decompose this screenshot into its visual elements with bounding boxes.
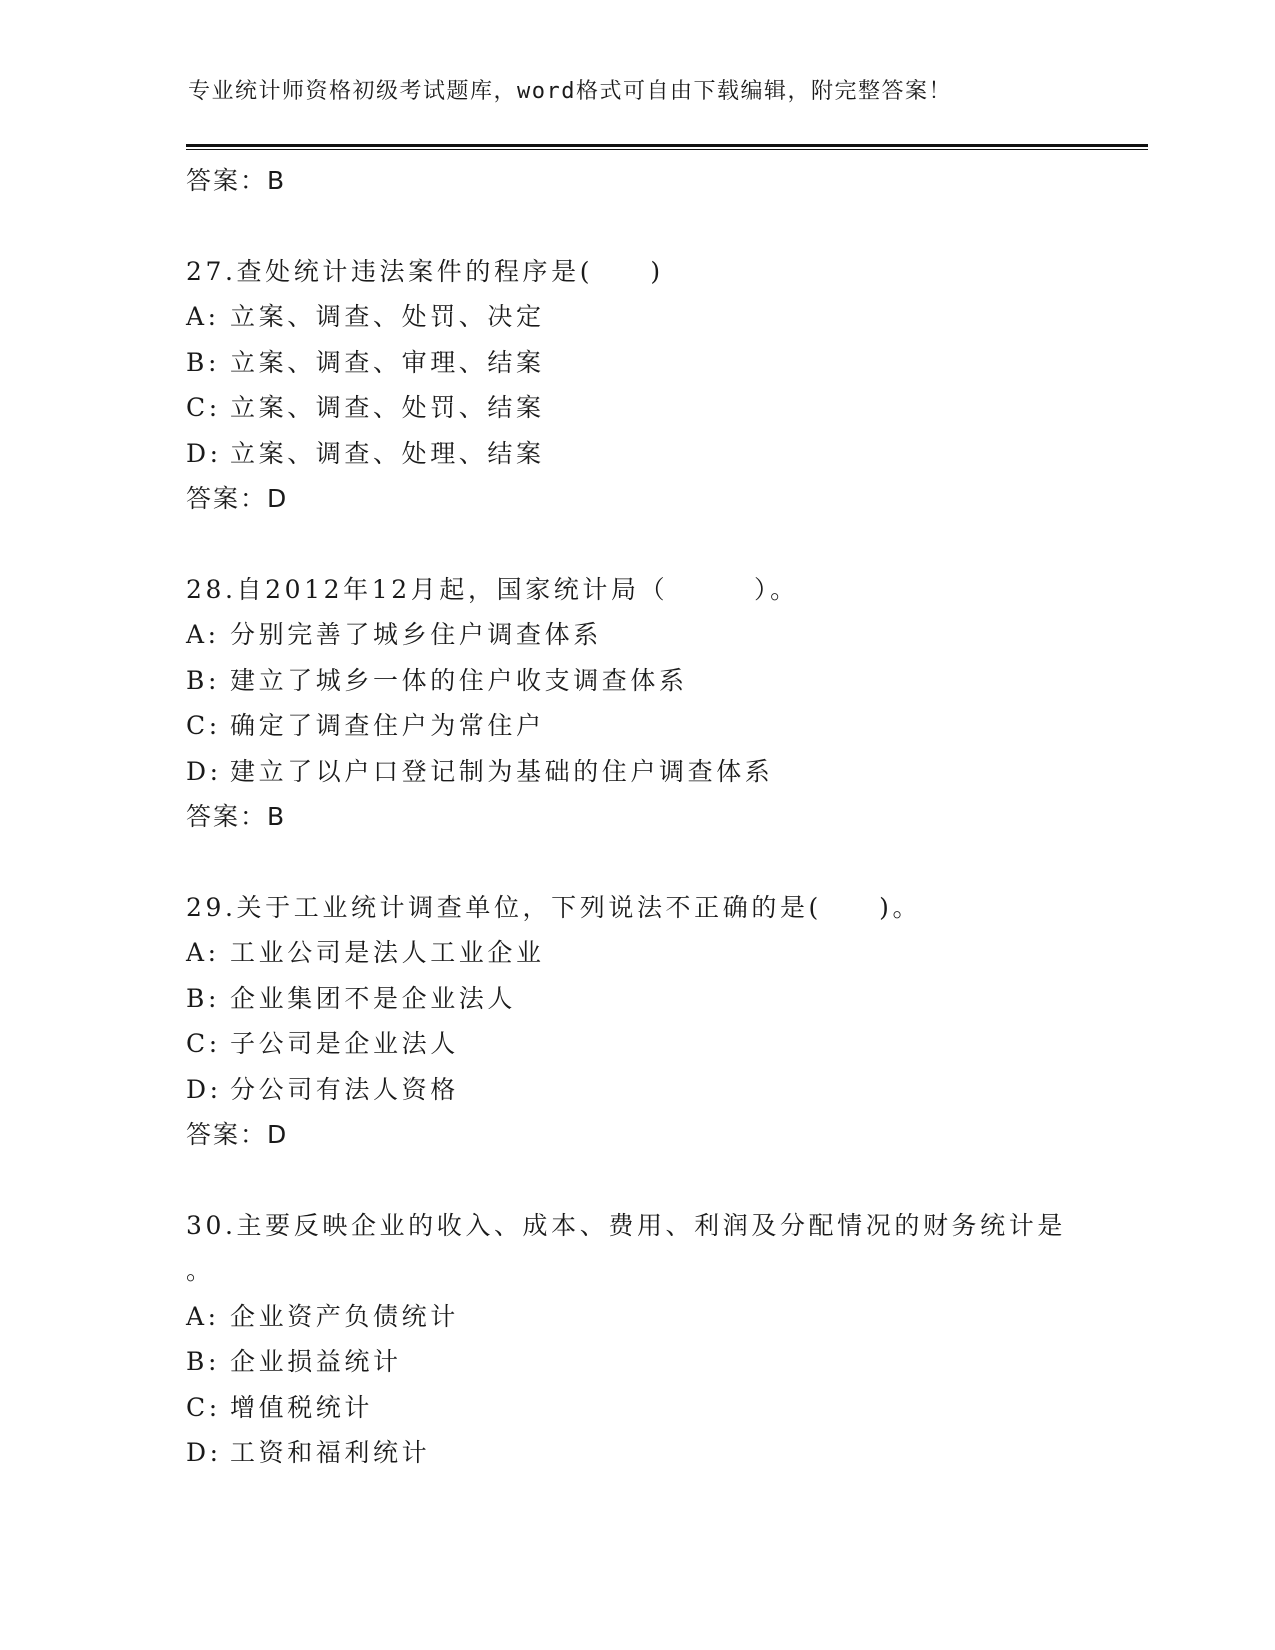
answer-line: 答案：B [186, 802, 287, 831]
question-28 [186, 567, 1126, 840]
question-30 [186, 1203, 1126, 1476]
option-b [186, 976, 1126, 1022]
option-a [186, 294, 1126, 340]
option-text: 立案、调查、处理、结案 [230, 438, 545, 468]
header-divider [186, 144, 1148, 150]
option-text: 立案、调查、处罚、决定 [230, 302, 545, 331]
option-label: C: [186, 1392, 221, 1422]
option-d [186, 749, 1126, 795]
spacer [186, 522, 1126, 567]
spacer [186, 204, 1126, 249]
option-d [186, 1067, 1126, 1113]
option-d [186, 1430, 1126, 1476]
answer-line: 答案：D [186, 1120, 289, 1149]
option-text: 分别完善了城乡住户调查体系 [230, 620, 602, 649]
answer-line: 答案：B [186, 166, 287, 195]
option-c [186, 385, 1126, 431]
option-b [186, 340, 1126, 386]
option-a [186, 612, 1126, 658]
option-label: C: [186, 1029, 221, 1058]
question-stem: 27.查处统计违法案件的程序是( ) [186, 256, 664, 286]
option-text: 工业公司是法人工业企业 [230, 938, 545, 967]
option-text: 建立了城乡一体的住户收支调查体系 [230, 665, 688, 695]
option-b [186, 658, 1126, 704]
spacer [186, 840, 1126, 885]
option-text: 增值税统计 [230, 1392, 374, 1422]
spacer [186, 1158, 1126, 1203]
option-text: 立案、调查、审理、结案 [230, 347, 545, 377]
option-a [186, 930, 1126, 976]
option-text: 工资和福利统计 [230, 1438, 431, 1467]
option-text: 分公司有法人资格 [230, 1074, 459, 1104]
option-text: 企业集团不是企业法人 [230, 983, 517, 1013]
option-label: D: [186, 1438, 222, 1467]
question-stem: 29.关于工业统计调查单位，下列说法不正确的是( )。 [186, 892, 922, 922]
question-29 [186, 885, 1126, 1158]
option-text: 子公司是企业法人 [230, 1029, 459, 1058]
option-text: 企业资产负债统计 [230, 1301, 459, 1331]
option-text: 企业损益统计 [230, 1347, 402, 1376]
option-label: C: [186, 711, 221, 740]
option-label: A: [186, 938, 220, 967]
question-stem: 30.主要反映企业的收入、成本、费用、利润及分配情况的财务统计是 [186, 1210, 1066, 1240]
question-stem: 28.自2012年12月起，国家统计局（ ）。 [186, 574, 799, 604]
option-label: D: [186, 438, 222, 468]
option-label: D: [186, 756, 222, 786]
option-label: A: [186, 302, 220, 331]
page-header: 专业统计师资格初级考试题库，word格式可自由下载编辑，附完整答案！ [188, 79, 952, 104]
option-b [186, 1339, 1126, 1385]
option-label: B: [186, 665, 220, 695]
option-label: A: [186, 1301, 220, 1331]
question-stem-continuation: 。 [186, 1256, 212, 1285]
option-a [186, 1294, 1126, 1340]
option-text: 立案、调查、处罚、结案 [230, 393, 545, 422]
option-c [186, 1385, 1126, 1431]
option-label: B: [186, 1347, 220, 1376]
option-label: B: [186, 347, 220, 377]
answer-line: 答案：D [186, 484, 289, 513]
option-c [186, 703, 1126, 749]
option-text: 确定了调查住户为常住户 [230, 711, 545, 740]
option-label: D: [186, 1074, 222, 1104]
option-label: B: [186, 983, 220, 1013]
option-label: C: [186, 393, 221, 422]
option-text: 建立了以户口登记制为基础的住户调查体系 [230, 756, 774, 786]
question-27 [186, 249, 1126, 522]
option-d [186, 431, 1126, 477]
question-list [186, 158, 1126, 1476]
option-label: A: [186, 620, 220, 649]
option-c [186, 1021, 1126, 1067]
